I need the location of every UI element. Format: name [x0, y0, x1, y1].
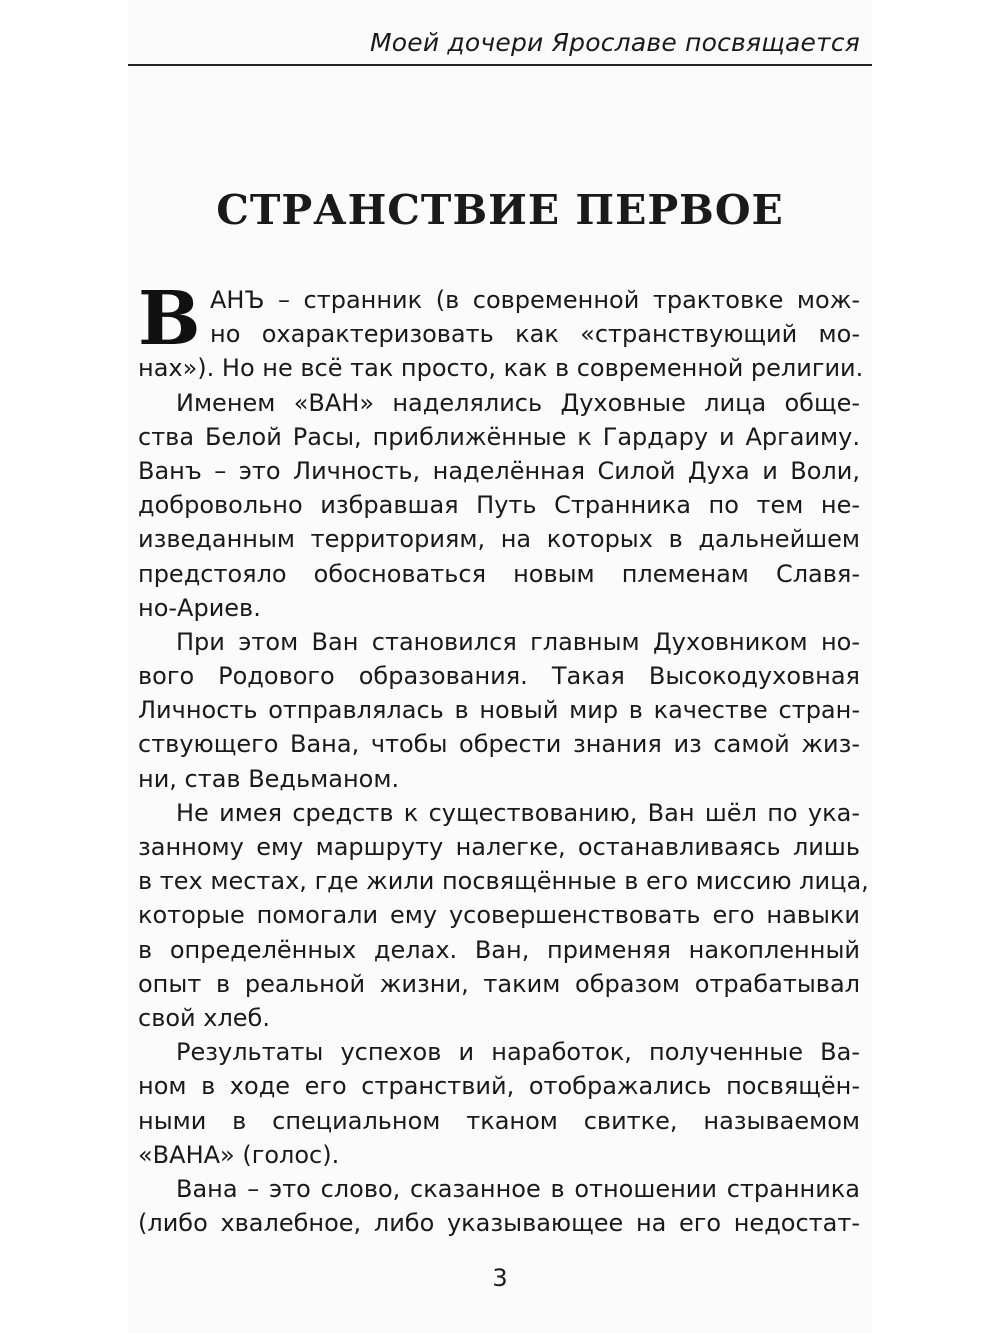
text-line: Ванъ – это Личность, наделённая Силой Духа и Воли, [138, 456, 860, 485]
text-line: При этом Ван становился главным Духовником но- [176, 627, 860, 656]
text-line: Личность отправлялась в новый мир в качестве стран- [138, 696, 860, 725]
text-line: ном в ходе его странствий, отображались посвящён- [138, 1072, 860, 1101]
text-line: вого Родового образования. Такая Высокодуховная [138, 662, 860, 691]
text-line: добровольно избравшая Путь Странника по тем не- [138, 491, 860, 520]
text-line: ными в специальном тканом свитке, называемом [138, 1106, 860, 1135]
text-line: Вана – это слово, сказанное в отношении странника [176, 1174, 860, 1203]
text-line: опыт в реальной жизни, таким образом отрабатывал [138, 969, 860, 998]
text-line: (либо хвалебное, либо указывающее на его недостат- [138, 1209, 860, 1238]
drop-cap: В [138, 276, 201, 362]
text-line: Именем «ВАН» наделялись Духовные лица обще- [176, 388, 860, 417]
text-line: но охарактеризовать как «странствующий мо- [210, 320, 860, 349]
text-line: которые помогали ему усовершенствовать его навыки [138, 901, 860, 930]
text-line: ствующего Вана, чтобы обрести знания из самой жиз- [138, 730, 860, 759]
text-line: ства Белой Расы, приближённые к Гардару и Аргаиму. [138, 422, 860, 451]
text-line: Не имея средств к существованию, Ван шёл по ука- [176, 798, 860, 827]
text-line: предстояло обосноваться новым племенам Славя- [138, 559, 860, 588]
text-line: в определённых делах. Ван, применяя накопленный [138, 935, 860, 964]
text-line: АНЪ – странник (в современной трактовке мож- [210, 286, 860, 314]
text-line: ни, став Ведьманом. [138, 764, 400, 793]
text-line: в тех местах, где жили посвящённые в его миссию лица, [138, 867, 869, 896]
dedication-header: Моей дочери Ярославе посвящается [369, 28, 860, 57]
text-line: нах»). Но не всё так просто, как в современной религии. [138, 354, 864, 383]
text-line: но-Ариев. [138, 593, 261, 622]
body-text [138, 276, 869, 1240]
text-line: «ВАНА» (голос). [138, 1140, 340, 1169]
text-line: изведанным территориям, на которых в дальнейшем [138, 525, 860, 554]
text-line: Результаты успехов и наработок, полученные Ва- [176, 1038, 860, 1067]
chapter-title: СТРАНСТВИЕ ПЕРВОЕ [216, 186, 784, 234]
page-number: 3 [492, 1264, 508, 1292]
text-line: занному ему маршруту налегке, останавливаясь лишь [138, 833, 860, 861]
book-page [128, 0, 872, 1333]
header-divider [128, 64, 872, 66]
text-line: свой хлеб. [138, 1003, 270, 1032]
